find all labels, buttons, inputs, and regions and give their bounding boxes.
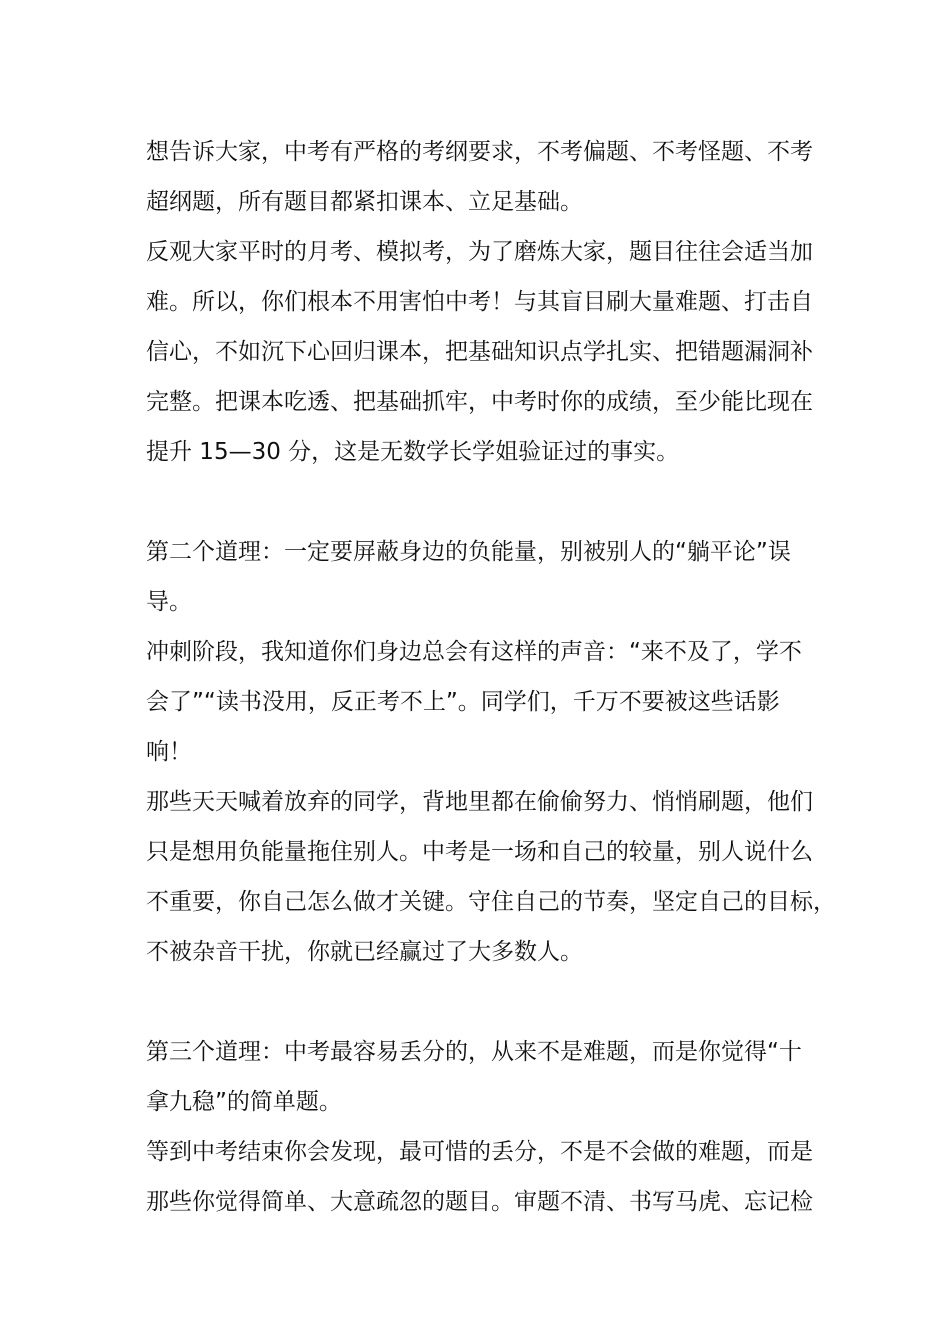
text-line: 冲刺阶段，我知道你们身边总会有这样的声音：“来不及了，学不 [146, 639, 802, 665]
text-line: 那些你觉得简单、大意疏忽的题目。审题不清、书写马虎、忘记检 [146, 1189, 813, 1215]
text-line: 完整。把课本吃透、把基础抓牢，中考时你的成绩，至少能比现在 [146, 389, 813, 415]
section-heading-line: 导。 [146, 589, 192, 615]
text-line: 不被杂音干扰，你就已经赢过了大多数人。 [146, 939, 583, 965]
section-heading-line: 第二个道理：一定要屏蔽身边的负能量，别被别人的“躺平论”误 [146, 539, 791, 565]
text-line: 不重要，你自己怎么做才关键。守住自己的节奏，坚定自己的目标， [146, 889, 836, 915]
document-body [146, 127, 836, 1227]
text-line: 会了”“读书没用，反正考不上”。同学们，千万不要被这些话影 [146, 689, 780, 715]
section-heading-line: 第三个道理：中考最容易丢分的，从来不是难题，而是你觉得“十 [146, 1039, 802, 1065]
text-line: 提升 15—30 分，这是无数学长学姐验证过的事实。 [146, 439, 680, 465]
text-line: 等到中考结束你会发现，最可惜的丢分，不是不会做的难题，而是 [146, 1139, 813, 1165]
text-line: 难。所以，你们根本不用害怕中考！与其盲目刷大量难题、打击自 [146, 289, 813, 315]
text-line: 那些天天喊着放弃的同学，背地里都在偷偷努力、悄悄刷题，他们 [146, 789, 813, 815]
text-line: 想告诉大家，中考有严格的考纲要求，不考偏题、不考怪题、不考 [146, 139, 813, 165]
text-line: 反观大家平时的月考、模拟考，为了磨炼大家，题目往往会适当加 [146, 239, 813, 265]
text-line: 响！ [146, 739, 192, 765]
section-heading-line: 拿九稳”的简单题。 [146, 1089, 342, 1115]
paragraph-gap [146, 477, 826, 527]
paragraph-gap [146, 977, 826, 1027]
text-line: 信心，不如沉下心回归课本，把基础知识点学扎实、把错题漏洞补 [146, 339, 813, 365]
text-line: 超纲题，所有题目都紧扣课本、立足基础。 [146, 189, 583, 215]
text-line: 只是想用负能量拖住别人。中考是一场和自己的较量，别人说什么 [146, 839, 813, 865]
